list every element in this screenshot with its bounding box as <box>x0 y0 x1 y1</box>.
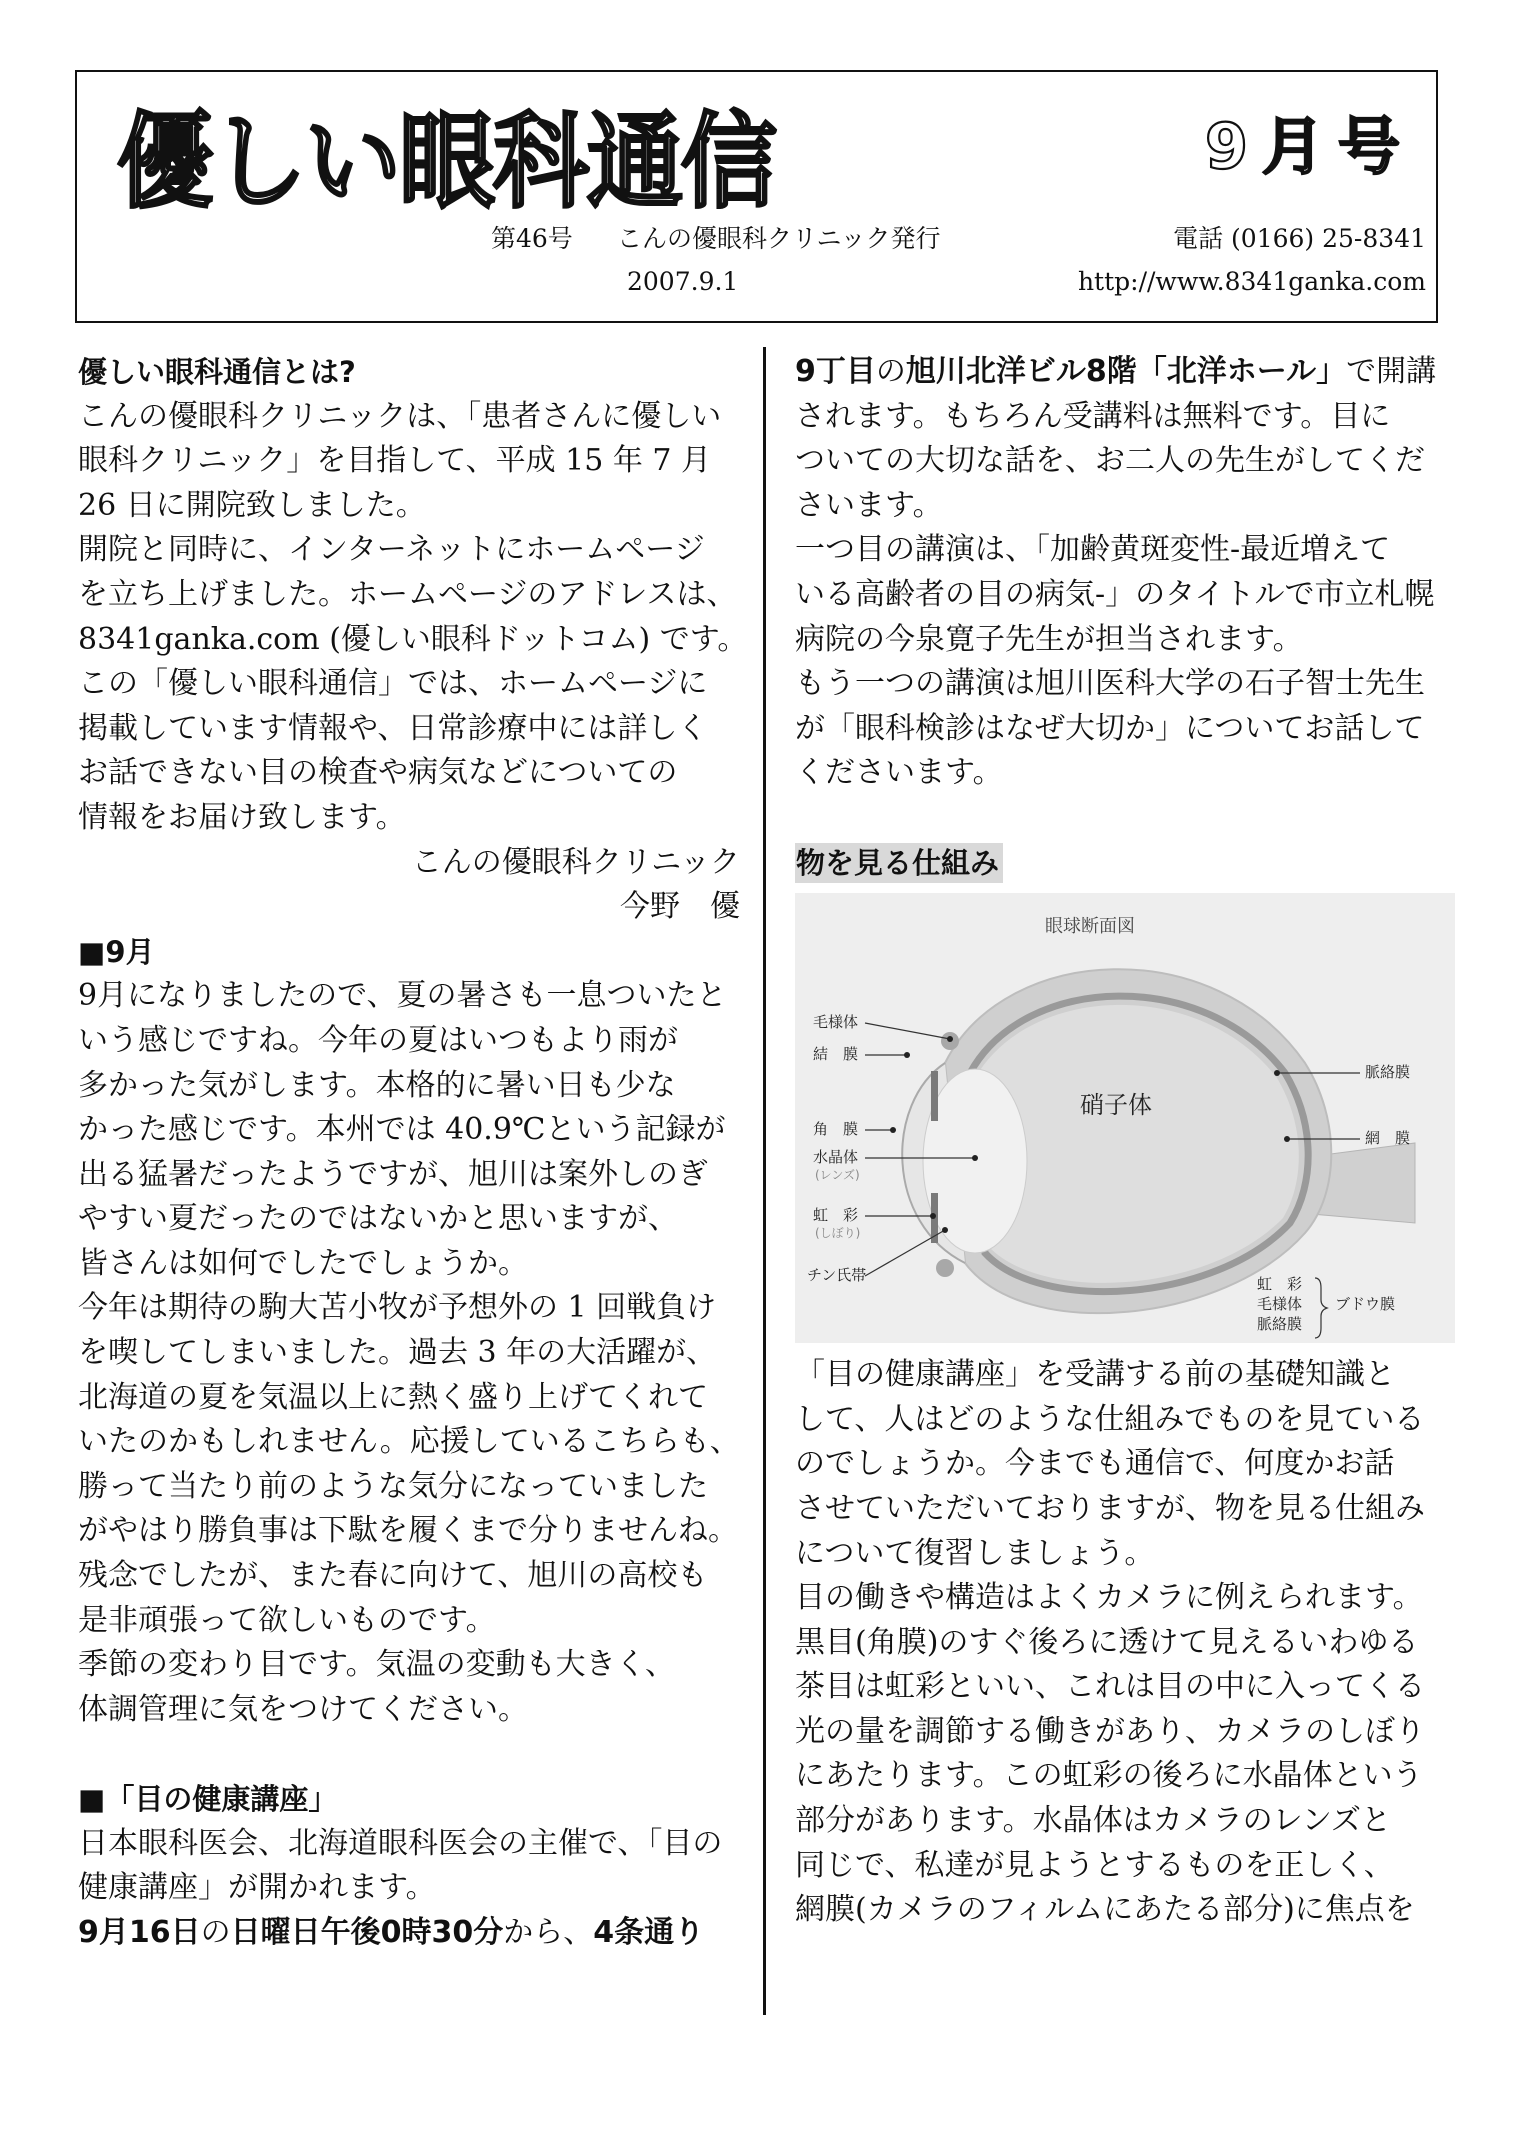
september-heading: ■9月 <box>78 934 155 969</box>
cornea-label: 角 膜 <box>813 1120 859 1139</box>
column-divider <box>763 347 766 2015</box>
vision-heading: 物を見る仕組み <box>795 843 1003 883</box>
text-line: 是非頑張って欲しいものです。 <box>78 1602 496 1638</box>
text-line: 残念でしたが、また春に向けて、旭川の高校も <box>78 1558 708 1594</box>
uvea-label: ブドウ膜 <box>1335 1295 1396 1314</box>
text-line: 部分があります。水晶体はカメラのレンズと <box>795 1803 1391 1839</box>
text-line: 光の量を調節する働きがあり、カメラのしぼり <box>795 1713 1425 1749</box>
text-line: 9月になりましたので、夏の暑さも一息ついたと <box>78 978 727 1014</box>
issue-number: 第46号 <box>491 224 573 253</box>
lens-note: (レンズ) <box>815 1168 860 1183</box>
zonule-label: チン氏帯 <box>807 1266 867 1285</box>
lens-label: 水晶体 <box>813 1148 859 1167</box>
text-line: 情報をお届け致します。 <box>78 799 406 835</box>
lecture-heading: ■「目の健康講座」 <box>78 1782 338 1816</box>
issue-date: 2007.9.1 <box>627 267 739 296</box>
text-line: 目の働きや構造はよくカメラに例えられます。 <box>795 1580 1423 1616</box>
iris-label: 虹 彩 <box>813 1206 859 1225</box>
text-segment: で開講 <box>1346 354 1437 389</box>
newsletter-title: 優しい眼科通信 <box>117 101 775 223</box>
text-segment: の <box>200 1914 231 1950</box>
text-line: 「目の健康講座」を受講する前の基礎知識と <box>795 1357 1395 1393</box>
left-column <box>78 350 748 1955</box>
text-line: 8341ganka.com (優しい眼科ドットコム) です。 <box>78 621 748 657</box>
choroid-label: 脈絡膜 <box>1365 1063 1411 1082</box>
text-line: もう一つの講演は旭川医科大学の石子智士先生 <box>795 666 1425 702</box>
text-line: やすい夏だったのではないかと思いますが、 <box>78 1201 678 1237</box>
text-line: 勝って当たり前のような気分になっていました <box>78 1468 708 1504</box>
text-line: 体調管理に気をつけてください。 <box>78 1691 528 1727</box>
lecture-venue <box>795 350 1457 395</box>
ciliary-lower <box>936 1259 954 1277</box>
text-line: されます。もちろん受講料は無料です。目に <box>795 398 1391 434</box>
intro-heading: 優しい眼科通信とは? <box>78 355 356 389</box>
issue-month: 9月号 <box>1204 110 1414 183</box>
text-line: 同じで、私達が見ようとするものを正しく、 <box>795 1847 1394 1883</box>
text-line: 網膜(カメラのフィルムにあたる部分)に焦点を <box>795 1892 1415 1928</box>
text-line: 開院と同時に、インターネットにホームページ <box>78 532 705 568</box>
signature-clinic: こんの優眼科クリニック <box>411 844 740 880</box>
text-line: を喫してしまいました。過去 3 年の大活躍が、 <box>78 1335 717 1371</box>
lecture-schedule <box>78 1911 740 1956</box>
iris-note: (しぼり) <box>815 1226 861 1241</box>
text-line: 出る猛暑だったようですが、旭川は案外しのぎ <box>78 1156 708 1192</box>
text-line: 一つ目の講演は、「加齢黄斑変性-最近増えて <box>795 532 1391 568</box>
text-line: について復習しましょう。 <box>795 1535 1155 1571</box>
text-segment: の <box>875 354 906 389</box>
text-line: いる高齢者の目の病気-」のタイトルで市立札幌 <box>795 576 1435 612</box>
text-line: 掲載しています情報や、日常診療中には詳しく <box>78 710 708 746</box>
eye-cross-section-figure <box>795 893 1455 1343</box>
retina-label: 網 膜 <box>1365 1129 1411 1148</box>
text-line: 健康講座」が開かれます。 <box>78 1870 436 1906</box>
iris-upper <box>931 1071 938 1121</box>
ciliary-body-label: 毛様体 <box>813 1013 859 1032</box>
spacer <box>78 1732 740 1777</box>
text-line: お話できない目の検査や病気などについての <box>78 755 678 791</box>
text-line: のでしょうか。今までも通信で、何度かお話 <box>795 1446 1395 1482</box>
lecture-street: 4条通り <box>593 1914 705 1950</box>
text-line: 季節の変わり目です。気温の変動も大きく、 <box>78 1647 675 1683</box>
masthead <box>75 70 1438 323</box>
venue-name: 旭川北洋ビル8階「北洋ホール」 <box>905 354 1347 389</box>
publisher: こんの優眼科クリニック発行 <box>617 224 941 253</box>
venue-block: 9丁目 <box>795 354 876 389</box>
text-line: 今年は期待の駒大苫小牧が予想外の 1 回戦負け <box>78 1290 717 1326</box>
uvea-item: 脈絡膜 <box>1257 1315 1303 1334</box>
text-line: を立ち上げました。ホームページのアドレスは、 <box>78 576 737 612</box>
lecture-date: 9月16日 <box>78 1914 201 1950</box>
text-line: して、人はどのような仕組みでものを見ている <box>795 1401 1425 1437</box>
phone-number: 電話 (0166) 25-8341 <box>1173 224 1426 253</box>
text-line: が「眼科検診はなぜ大切か」についてお話して <box>795 710 1425 746</box>
text-line: いう感じですね。今年の夏はいつもより雨が <box>78 1022 678 1058</box>
right-column <box>795 350 1457 1933</box>
figure-title: 眼球断面図 <box>1045 916 1135 938</box>
vision-paragraph <box>795 1353 1457 1933</box>
spacer <box>795 796 1457 841</box>
text-line: 日本眼科医会、北海道眼科医会の主催で、「目の <box>78 1825 723 1861</box>
vitreous-label: 硝子体 <box>1080 1091 1152 1120</box>
website-url[interactable]: http://www.8341ganka.com <box>1077 267 1426 296</box>
text-line: 26 日に開院致しました。 <box>78 487 426 523</box>
uvea-item: 虹 彩 <box>1257 1275 1303 1294</box>
text-line: 眼科クリニック」を目指して、平成 15 年 7 月 <box>78 443 712 479</box>
text-segment: から、 <box>503 1914 594 1950</box>
text-line: いたのかもしれません。応援しているこちらも、 <box>78 1424 740 1460</box>
text-line: くださいます。 <box>795 755 1003 791</box>
signature-name: 今野 優 <box>620 889 740 925</box>
text-line: させていただいておりますが、物を見る仕組み <box>795 1490 1425 1526</box>
text-line: この「優しい眼科通信」では、ホームページに <box>78 666 708 702</box>
text-line: 黒目(角膜)のすぐ後ろに透けて見えるいわゆる <box>795 1624 1419 1660</box>
text-line: 病院の今泉寛子先生が担当されます。 <box>795 621 1303 657</box>
text-line: 多かった気がします。本格的に暑い日も少な <box>78 1067 676 1103</box>
text-line: かった感じです。本州では 40.9℃という記録が <box>78 1112 726 1148</box>
lecture-time: 日曜日午後0時30分 <box>230 1914 504 1950</box>
text-line: 北海道の夏を気温以上に熱く盛り上げてくれて <box>78 1379 708 1415</box>
conjunctiva-label: 結 膜 <box>813 1045 859 1064</box>
text-line: 茶目は虹彩といい、これは目の中に入ってくる <box>795 1669 1425 1705</box>
text-line: ついての大切な話を、お二人の先生がしてくだ <box>795 443 1425 479</box>
text-line: がやはり勝負事は下駄を履くまで分りませんね。 <box>78 1513 738 1549</box>
text-line: 皆さんは如何でしたでしょうか。 <box>78 1245 528 1281</box>
intro-paragraph <box>78 395 748 841</box>
text-line: こんの優眼科クリニックは、「患者さんに優しい <box>78 398 722 434</box>
text-line: さいます。 <box>795 487 943 523</box>
uvea-item: 毛様体 <box>1257 1295 1303 1314</box>
vision-heading-row <box>795 841 1457 886</box>
september-paragraph <box>78 974 740 1732</box>
text-line: にあたります。この虹彩の後ろに水晶体という <box>795 1758 1423 1794</box>
